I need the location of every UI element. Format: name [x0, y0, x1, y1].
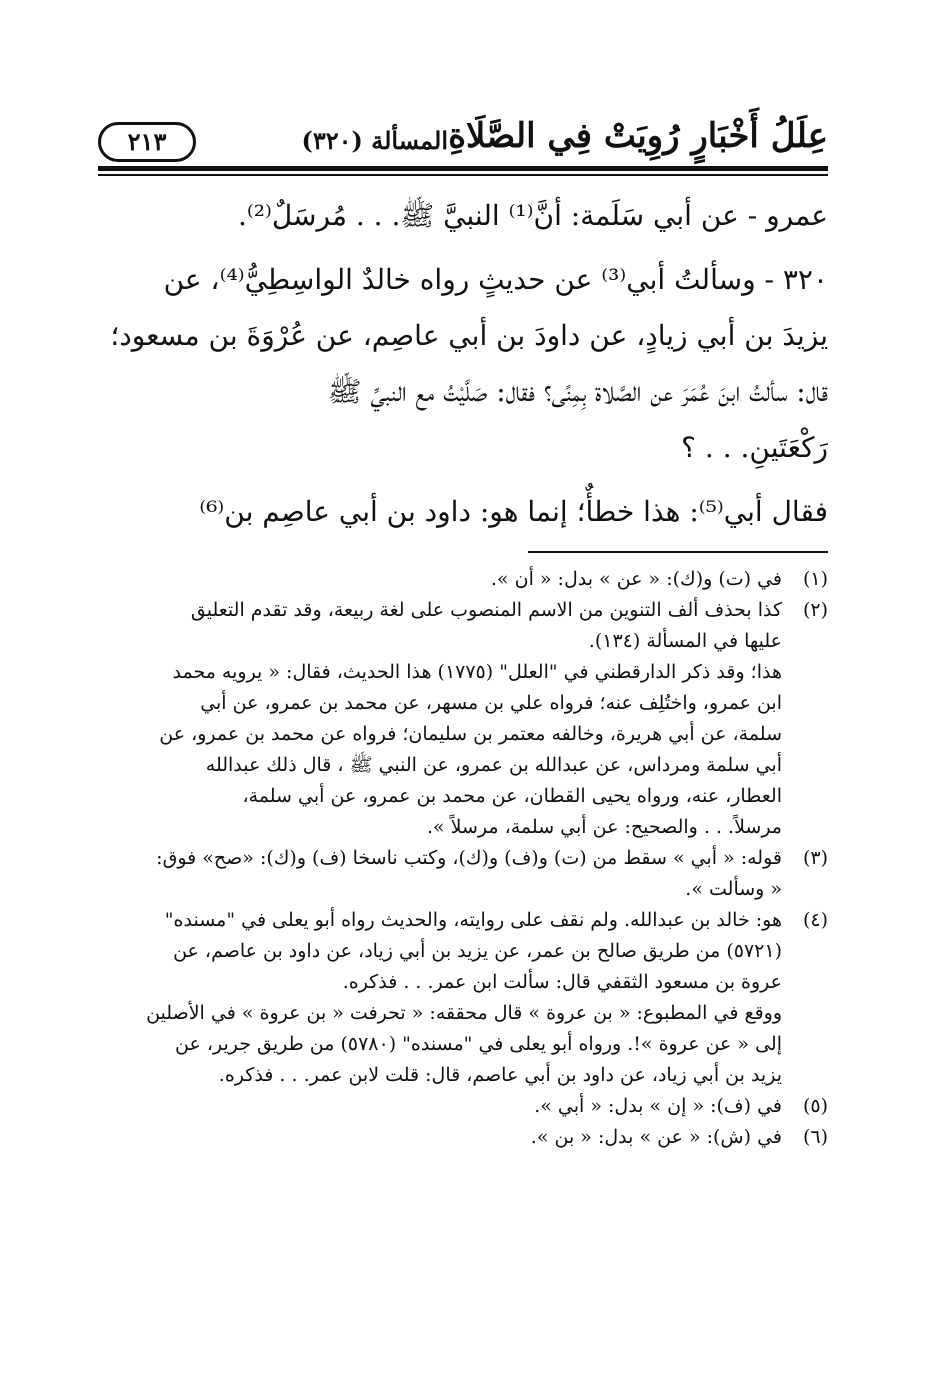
header-rule-thick [98, 166, 828, 171]
footnote-line: في (ت) و(ك): « عن » بدل: « أن ». [490, 568, 782, 590]
paragraph-answer [100, 484, 828, 540]
footnote-line: قوله: « أبي » سقط من (ت) و(ف) و(ك)، وكتب ناسخا (ف) و(ك): «صح» فوق: [156, 847, 782, 869]
main-text [100, 188, 828, 540]
footnote-number: (٤) [802, 909, 828, 931]
footnote-number: (٢) [802, 599, 828, 621]
footnote-line: « وسألت ». [685, 878, 782, 900]
footnote-line: سلمة، عن أبي هريرة، وخالفه معتمر بن سليمان؛ فرواه عن محمد بن عمرو، عن [159, 723, 782, 745]
footnote-line: (٥٧٢١) من طريق صالح بن عمر، عن يزيد بن أبي زياد، عن داود بن عاصم، عن [173, 940, 782, 962]
footnote-line: في (ش): « عن » بدل: « بن ». [530, 1126, 782, 1148]
footnote-body [100, 564, 782, 595]
footnote-line: هذا؛ وقد ذكر الدارقطني في "العلل" (١٧٧٥) هذا الحديث، فقال: « يرويه محمد [172, 661, 782, 683]
book-title: عِلَلُ أَخْبَارٍ رُوِيَتْ فِي الصَّلَاةِ [448, 116, 828, 156]
footnote-body [100, 905, 782, 1091]
footnote-body [100, 1122, 782, 1153]
footnote-number: (٣) [802, 847, 828, 869]
footnote [100, 564, 828, 595]
text-line: عمرو - عن أبي سَلَمة: أنَّ⁽¹⁾ النبيَّ ﷺ. . . مُرسَلٌ⁽²⁾. [237, 199, 828, 232]
page-header [98, 112, 828, 162]
footnote-line: أبي سلمة ومرداس، عن عبدالله بن عمرو، عن النبي ﷺ ، قال ذلك عبدالله [205, 754, 782, 776]
text-line: فقال أبي⁽⁵⁾: هذا خطأٌ؛ إنما هو: داود بن أبي عاصِم بن⁽⁶⁾ [199, 495, 828, 528]
footnote [100, 1122, 828, 1153]
text-line: يزيدَ بن أبي زيادٍ، عن داودَ بن أبي عاصِم، عن عُرْوَةَ بن مسعود؛ [110, 319, 828, 352]
text-line: ٣٢٠ - وسألتُ أبي⁽³⁾ عن حديثٍ رواه خالدٌ الواسِطِيُّ⁽⁴⁾، عن [163, 263, 828, 296]
footnote-body [100, 1091, 782, 1122]
footnote-line: عروة بن مسعود الثقفي قال: سألت ابن عمر. . . فذكره. [342, 971, 782, 993]
footnote-number: (١) [802, 568, 828, 590]
footnote-line: يزيد بن أبي زياد، عن داود بن أبي عاصم، قال: قلت لابن عمر. . . فذكره. [218, 1064, 782, 1086]
footnote-body [100, 843, 782, 905]
footnote-separator [528, 551, 828, 553]
footnote-line: هو: خالد بن عبدالله. ولم نقف على روايته، والحديث رواه أبو يعلى في "مسنده" [164, 909, 782, 931]
footnote-line: العطار، عنه، ورواه يحيى القطان، عن محمد بن عمرو، عن أبي سلمة، [242, 785, 782, 807]
footnotes [100, 564, 828, 1153]
footnote-line: ابن عمرو، واختُلِف عنه؛ فرواه علي بن مسهر، عن محمد بن عمرو، عن أبي [200, 692, 782, 714]
text-line: رَكْعَتَينِ. . . ؟ [681, 431, 828, 464]
footnote-line: ووقع في المطبوع: « بن عروة » قال محققه: « تحرفت « بن عروة » في الأصلين [146, 1002, 782, 1024]
footnote-line: عليها في المسألة (١٣٤). [588, 630, 782, 652]
paragraph-continuation [100, 188, 828, 244]
page-number: ٢١٣ [98, 122, 196, 162]
footnote-number: (٦) [802, 1126, 828, 1148]
header-rule-thin [98, 174, 828, 176]
paragraph-issue-320 [100, 252, 828, 476]
footnote-number: (٥) [802, 1095, 828, 1117]
footnote-line: إلى « عن عروة »!. ورواه أبو يعلى في "مسنده" (٥٧٨٠) من طريق جرير، عن [174, 1033, 782, 1055]
issue-label: المسألة (٣٢٠) [301, 126, 448, 155]
footnote [100, 843, 828, 905]
text-line: قال: سألتُ ابنَ عُمَرَ عن الصَّلاة بِمِنًى؟ فقال: صَلَّيْتُ مع النبيِّ ﷺ [327, 375, 828, 408]
footnote-line: مرسلاً. . . والصحيح: عن أبي سلمة، مرسلاً ». [426, 816, 782, 838]
footnote [100, 1091, 828, 1122]
footnote-line: كذا بحذف ألف التنوين من الاسم المنصوب على لغة ربيعة، وقد تقدم التعليق [190, 599, 782, 621]
footnote [100, 595, 828, 843]
footnote-line: في (ف): « إن » بدل: « أبي ». [534, 1095, 782, 1117]
footnote-body [100, 595, 782, 843]
footnote [100, 905, 828, 1091]
